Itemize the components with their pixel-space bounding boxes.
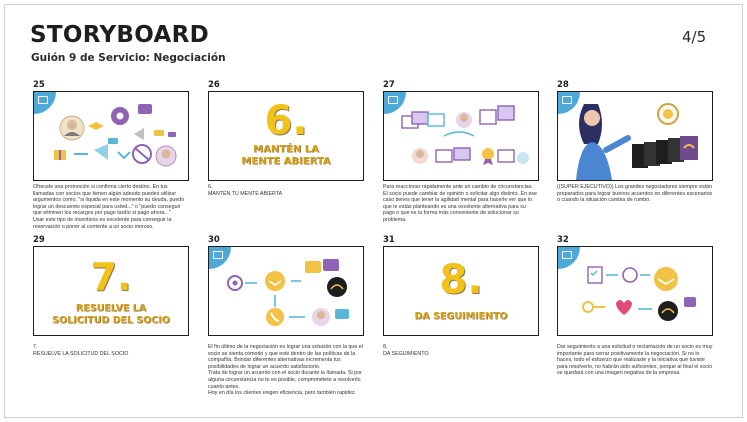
scene-frame bbox=[208, 246, 364, 336]
scene-caption: 6. MANTÉN TU MENTE ABIERTA bbox=[208, 184, 283, 197]
location-pin-icon bbox=[111, 107, 129, 125]
page-number: 4/5 bbox=[682, 28, 707, 46]
calendar-icon bbox=[480, 106, 514, 124]
title-line-1: MANTÉN LA bbox=[253, 144, 319, 155]
medal-icon bbox=[658, 104, 678, 124]
storyboard-cell-29 bbox=[33, 235, 191, 357]
scene-number: 29 bbox=[33, 235, 45, 245]
storyboard-cell-25 bbox=[33, 80, 191, 230]
storyboard-cell-30 bbox=[208, 235, 366, 397]
award-ribbon-icon bbox=[482, 148, 494, 165]
title-number: 6. bbox=[264, 98, 308, 144]
customer-avatar-icon bbox=[156, 146, 176, 166]
title-number: 8. bbox=[439, 257, 483, 303]
scene-number: 28 bbox=[557, 80, 569, 90]
gift-icon bbox=[54, 150, 66, 160]
storyboard-cell-31 bbox=[383, 235, 541, 357]
scene-caption: Ofrecele una promoción si confirma cierto destino. En tus llamadas con socios que tienen algún adeudo puedes utilizar argumentos como, "si liquida en este momento su deuda, puedo lograr un descuento especial para usted..." o "puedo conseguir que eliminen los recargos por pago tardío si pago ahora..." Usar este tipo de incentivos es excelente para conseguir la reservación o poner al corriente a un socio moroso. bbox=[33, 184, 185, 230]
phone-icon bbox=[266, 308, 284, 326]
scene-illustration bbox=[558, 92, 712, 180]
money-icon bbox=[623, 268, 637, 282]
scene-illustration bbox=[558, 247, 712, 335]
scene-frame bbox=[33, 246, 189, 336]
title-line-2: MENTE ABIERTA bbox=[241, 156, 331, 167]
handshake-icon bbox=[265, 271, 285, 291]
title-line-2: SOLICITUD DEL SOCIO bbox=[52, 315, 170, 326]
scene-number: 26 bbox=[208, 80, 220, 90]
agent-avatar-icon bbox=[456, 112, 472, 128]
scene-frame bbox=[383, 246, 539, 336]
executive-woman-figure bbox=[576, 104, 628, 180]
storyboard-cell-27 bbox=[383, 80, 541, 224]
title-number: 7. bbox=[90, 255, 132, 299]
cards-icon bbox=[632, 136, 698, 168]
title-line-1: RESUELVE LA bbox=[75, 303, 147, 314]
storyboard-cell-28 bbox=[557, 80, 715, 204]
storyboard-cell-32 bbox=[557, 235, 715, 377]
company-logo-icon bbox=[658, 301, 678, 321]
key-icon bbox=[583, 302, 605, 312]
scene-number: 32 bbox=[557, 235, 569, 245]
checklist-icon bbox=[588, 267, 602, 283]
no-money-icon bbox=[133, 145, 151, 163]
scene-caption: El fin último de la negociación es lograr una solución con la que el socio se sienta cómodo y que esté dentro de las políticas de la compañía. Brindar diferentes alternativas incrementa tus posibilidades de lograr un acuerdo satisfactorio. Trata de lograr un acuerdo con el socio durante la llamada. Si por alguna circunstancia no te es posible, comprométete a resolverlo cuanto antes. Hoy en día los clientes exigen eficiencia, pero también rapidez. bbox=[208, 344, 363, 397]
scene-frame bbox=[383, 91, 539, 181]
photo-cards-icon bbox=[402, 112, 444, 128]
scene-number: 31 bbox=[383, 235, 395, 245]
scene-caption: 8. DA SEGUIMIENTO bbox=[383, 344, 429, 357]
scene-caption: 7. RESUELVE LA SOLICITUD DEL SOCIO bbox=[33, 344, 129, 357]
scene-frame bbox=[33, 91, 189, 181]
storyboard-cell-26 bbox=[208, 80, 366, 197]
scene-caption: Dar seguimiento a una solicitud o reclamación de un socio es muy importante para cerrar positivamente la negociación. Si no lo haces, todo el esfuerzo que realizaste y la iniciativa que tuviste para resolverlo, no habrán sido suficientes, porque al final el socio se quedará con una imagen negativa de la empresa. bbox=[557, 344, 713, 377]
handshake-icon bbox=[654, 267, 678, 291]
target-icon bbox=[228, 276, 242, 290]
broken-heart-icon bbox=[616, 300, 632, 315]
scene-frame bbox=[557, 91, 713, 181]
customer-avatar-icon bbox=[312, 308, 330, 326]
scene-number: 25 bbox=[33, 80, 45, 90]
megaphone-icon bbox=[94, 144, 108, 160]
page-title: STORYBOARD bbox=[30, 22, 209, 48]
scene-illustration bbox=[209, 247, 363, 335]
scene-caption: ((SUPER EJECUTIVO)) Los grandes negociadores siempre están preparados para lograr buenos acuerdos en diferentes escenarios o cuando la situación cambia de rumbo. bbox=[557, 184, 713, 204]
page-subtitle: Guión 9 de Servicio: Negociación bbox=[31, 52, 226, 64]
scene-number: 27 bbox=[383, 80, 395, 90]
agent-avatar-icon bbox=[60, 116, 84, 140]
scene-illustration bbox=[34, 92, 188, 180]
scene-frame bbox=[557, 246, 713, 336]
scene-illustration bbox=[384, 92, 538, 180]
scene-number: 30 bbox=[208, 235, 220, 245]
customer-avatar-icon bbox=[412, 148, 428, 164]
title-line-1: DA SEGUIMIENTO bbox=[414, 311, 508, 322]
scene-frame bbox=[208, 91, 364, 181]
scene-caption: Para reaccionar rápidamente ante un cambio de circunstancias. El socio puede cambiar de opinión o solicitar algo distinto. En ese caso tienes que tener la agilidad mental para hacerle ver que lo que le estás planteando es una excelente alternativa para su pago o que es la forma más conveniente de solucionar su problema. bbox=[383, 184, 537, 223]
company-logo-icon bbox=[327, 277, 347, 297]
